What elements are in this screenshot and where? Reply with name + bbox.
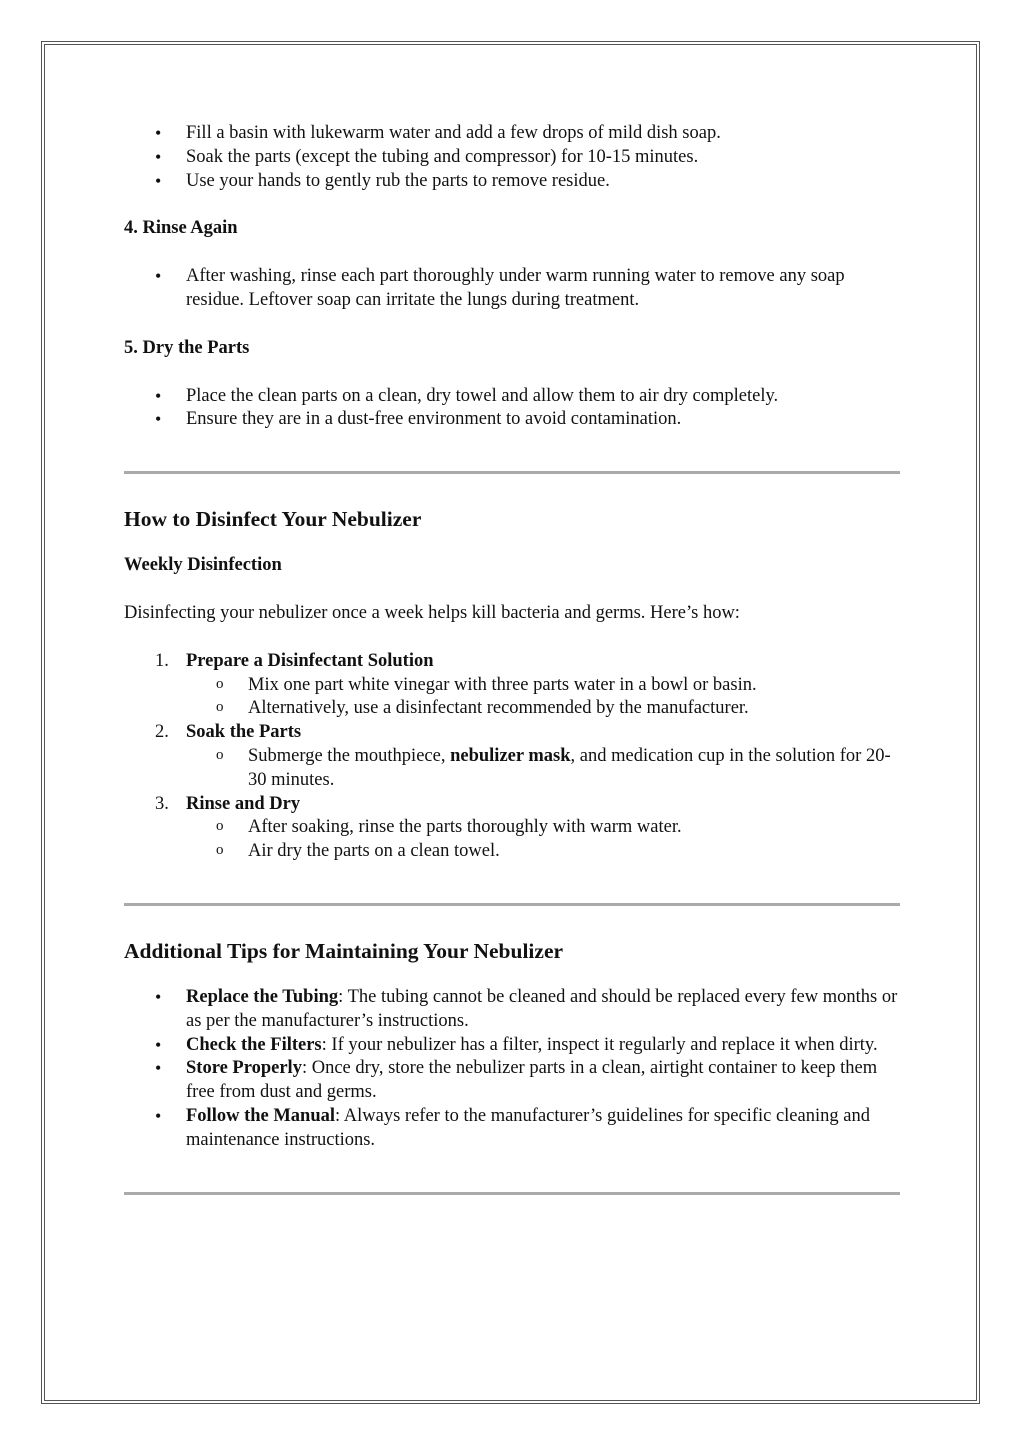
disinfect-steps bbox=[124, 650, 900, 864]
tip-text: : Always refer to the manufacturer’s guidelines for specific cleaning and maintenance instructions. bbox=[186, 1105, 870, 1150]
tip-item bbox=[124, 1057, 900, 1105]
tip-text: : If your nebulizer has a filter, inspect it regularly and replace it when dirty. bbox=[321, 1034, 878, 1055]
step-title: Rinse and Dry bbox=[186, 793, 301, 814]
list-item: • Place the clean parts on a clean, dry towel and allow them to air dry completely. bbox=[124, 385, 900, 409]
weekly-disinfection-heading: Weekly Disinfection bbox=[124, 555, 282, 576]
bold-term: nebulizer mask bbox=[450, 745, 571, 766]
list-item: o After soaking, rinse the parts thoroughly with warm water. bbox=[124, 816, 900, 840]
text-run: , and medication cup in the solution for 20-30 minutes. bbox=[248, 745, 891, 790]
tip-title: Check the Filters bbox=[186, 1034, 322, 1055]
tip-title: Follow the Manual bbox=[186, 1105, 336, 1126]
list-item bbox=[124, 745, 900, 793]
list-item: • Use your hands to gently rub the parts to remove residue. bbox=[124, 170, 900, 194]
text-run: Submerge the mouthpiece, bbox=[248, 745, 451, 766]
list-item: • Soak the parts (except the tubing and compressor) for 10-15 minutes. bbox=[124, 146, 900, 170]
tip-item bbox=[124, 986, 900, 1034]
disinfect-intro: Disinfecting your nebulizer once a week helps kill bacteria and germs. Here’s how: bbox=[124, 602, 740, 623]
step5-bullets bbox=[124, 385, 900, 433]
tip-text: : The tubing cannot be cleaned and should be replaced every few months or as per the manufacturer’s instructions. bbox=[186, 986, 898, 1031]
step-title: Soak the Parts bbox=[186, 722, 302, 743]
tips-list bbox=[124, 986, 900, 1153]
washing-bullets bbox=[124, 122, 900, 193]
disinfect-step-2 bbox=[124, 721, 900, 792]
tip-title: Store Properly bbox=[186, 1058, 302, 1079]
section-divider bbox=[124, 471, 900, 474]
disinfect-heading: How to Disinfect Your Nebulizer bbox=[124, 507, 422, 532]
step5-heading: 5. Dry the Parts bbox=[124, 337, 250, 358]
tips-heading: Additional Tips for Maintaining Your Nebulizer bbox=[124, 938, 564, 963]
step-number: 1. bbox=[155, 650, 169, 671]
tip-item bbox=[124, 1105, 900, 1153]
section-divider bbox=[124, 903, 900, 906]
step4-heading: 4. Rinse Again bbox=[124, 218, 238, 239]
disinfect-step-3 bbox=[124, 793, 900, 864]
step-number: 2. bbox=[155, 722, 169, 743]
step-substeps bbox=[186, 816, 900, 864]
list-item: • After washing, rinse each part thoroughly under warm running water to remove any soap residue. Leftover soap can irritate the lungs during treatment. bbox=[124, 265, 900, 313]
list-item: • Ensure they are in a dust-free environment to avoid contamination. bbox=[124, 408, 900, 432]
list-item: • Fill a basin with lukewarm water and add a few drops of mild dish soap. bbox=[124, 122, 900, 146]
step4-bullets bbox=[124, 265, 900, 313]
tip-title: Replace the Tubing bbox=[186, 986, 339, 1007]
step-substeps bbox=[186, 745, 900, 793]
tip-text: : Once dry, store the nebulizer parts in a clean, airtight container to keep them free from dust and germs. bbox=[186, 1058, 878, 1103]
tip-item bbox=[124, 1034, 900, 1058]
list-item: o Alternatively, use a disinfectant recommended by the manufacturer. bbox=[124, 697, 900, 721]
step-number: 3. bbox=[155, 793, 169, 814]
step-substeps bbox=[186, 674, 900, 722]
list-item: o Mix one part white vinegar with three parts water in a bowl or basin. bbox=[124, 674, 900, 698]
step-title: Prepare a Disinfectant Solution bbox=[186, 650, 434, 671]
list-item: o Air dry the parts on a clean towel. bbox=[124, 840, 900, 864]
document-content bbox=[124, 122, 900, 1195]
disinfect-step-1 bbox=[124, 650, 900, 721]
section-divider bbox=[124, 1192, 900, 1195]
